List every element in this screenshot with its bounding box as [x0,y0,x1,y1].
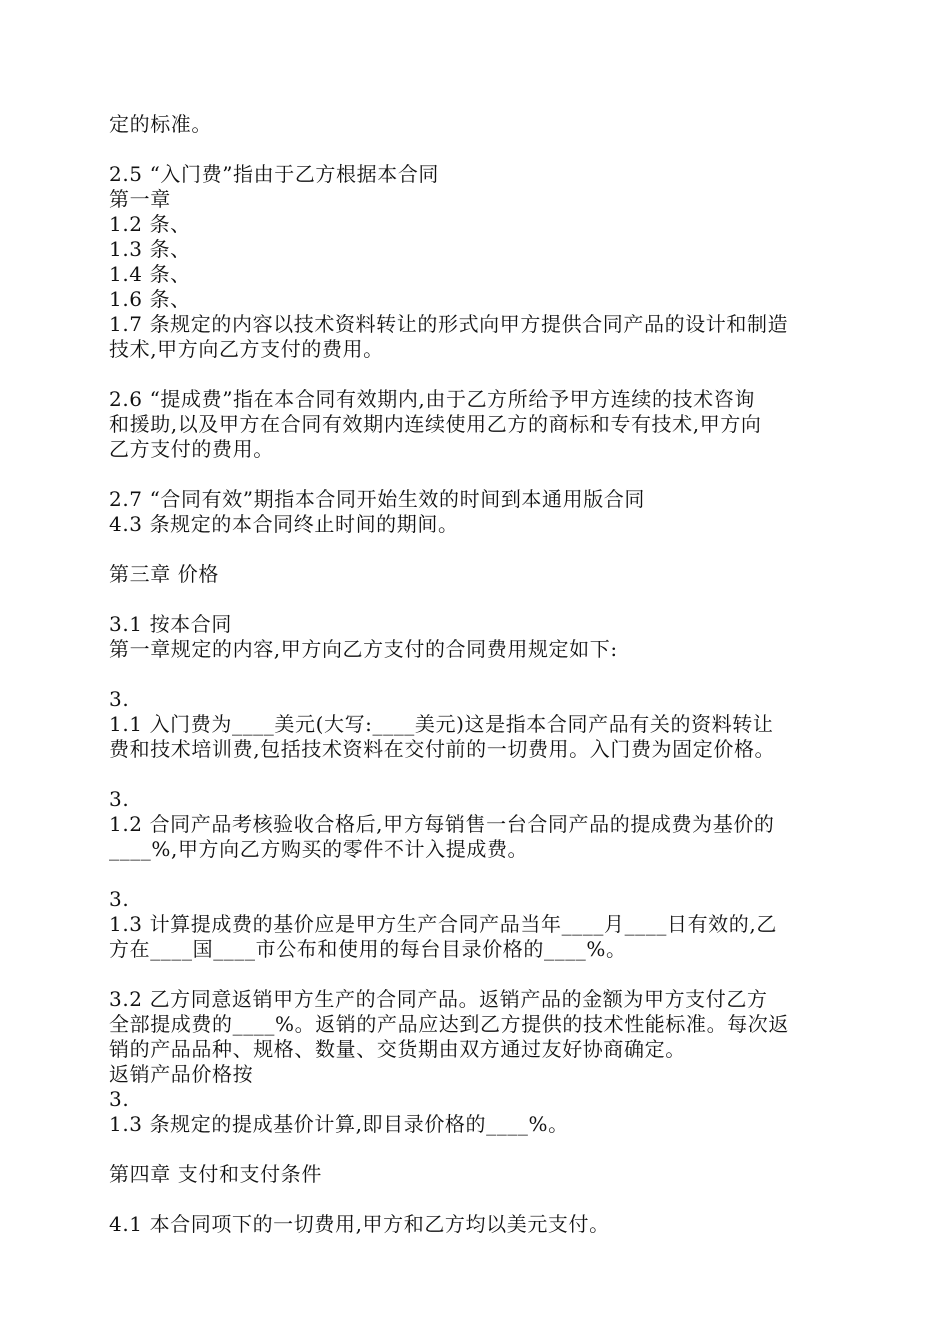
text-line: 和援助,以及甲方在合同有效期内连续使用乙方的商标和专有技术,甲方向 [109,412,762,436]
text-line: 乙方支付的费用。 [109,437,274,461]
text-line: 1.1 入门费为____美元(大写:____美元)这是指本合同产品有关的资料转让 [109,712,774,736]
text-line: 4.3 条规定的本合同终止时间的期间。 [109,512,459,536]
text-line: 3. [109,887,130,911]
text-line: 定的标准。 [109,112,212,136]
text-line: 3.2 乙方同意返销甲方生产的合同产品。返销产品的金额为甲方支付乙方 [109,987,768,1011]
text-line: 3.1 按本合同 [109,612,232,636]
blank-line [109,537,849,562]
chapter-heading: 第四章 支付和支付条件 [109,1162,322,1186]
blank-line [109,662,849,687]
document-body [109,112,849,1237]
blank-line [109,462,849,487]
text-line: 方在____国____市公布和使用的每台目录价格的____%。 [109,937,627,961]
blank-line [109,762,849,787]
text-line: 第一章 [109,187,171,211]
blank-line [109,862,849,887]
text-line: 1.7 条规定的内容以技术资料转让的形式向甲方提供合同产品的设计和制造 [109,312,789,336]
chapter-heading: 第三章 价格 [109,562,219,586]
text-line: 技术,甲方向乙方支付的费用。 [109,337,384,361]
text-line: 1.3 计算提成费的基价应是甲方生产合同产品当年____月____日有效的,乙 [109,912,777,936]
text-line: 全部提成费的____%。返销的产品应达到乙方提供的技术性能标准。每次返 [109,1012,790,1036]
text-line: 1.2 合同产品考核验收合格后,甲方每销售一台合同产品的提成费为基价的 [109,812,775,836]
text-line: 4.1 本合同项下的一切费用,甲方和乙方均以美元支付。 [109,1212,610,1236]
text-line: 3. [109,687,130,711]
blank-line [109,587,849,612]
text-line: 2.7 “合同有效”期指本合同开始生效的时间到本通用版合同 [109,487,646,511]
blank-line [109,362,849,387]
text-line: ____%,甲方向乙方购买的零件不计入提成费。 [109,837,529,861]
text-line: 1.6 条、 [109,287,191,311]
text-line: 1.2 条、 [109,212,191,236]
text-line: 销的产品品种、规格、数量、交货期由双方通过友好协商确定。 [109,1037,686,1061]
text-line: 1.4 条、 [109,262,191,286]
text-line: 1.3 条规定的提成基价计算,即目录价格的____%。 [109,1112,569,1136]
text-line: 3. [109,1087,130,1111]
text-line: 第一章规定的内容,甲方向乙方支付的合同费用规定如下: [109,637,618,661]
blank-line [109,962,849,987]
text-line: 返销产品价格按 [109,1062,254,1086]
text-line: 1.3 条、 [109,237,191,261]
text-line: 2.5 “入门费”指由于乙方根据本合同 [109,162,440,186]
text-line: 3. [109,787,130,811]
blank-line [109,1187,849,1212]
text-line: 费和技术培训费,包括技术资料在交付前的一切费用。入门费为固定价格。 [109,737,776,761]
text-line: 2.6 “提成费”指在本合同有效期内,由于乙方所给予甲方连续的技术咨询 [109,387,755,411]
blank-line [109,137,849,162]
blank-line [109,1137,849,1162]
